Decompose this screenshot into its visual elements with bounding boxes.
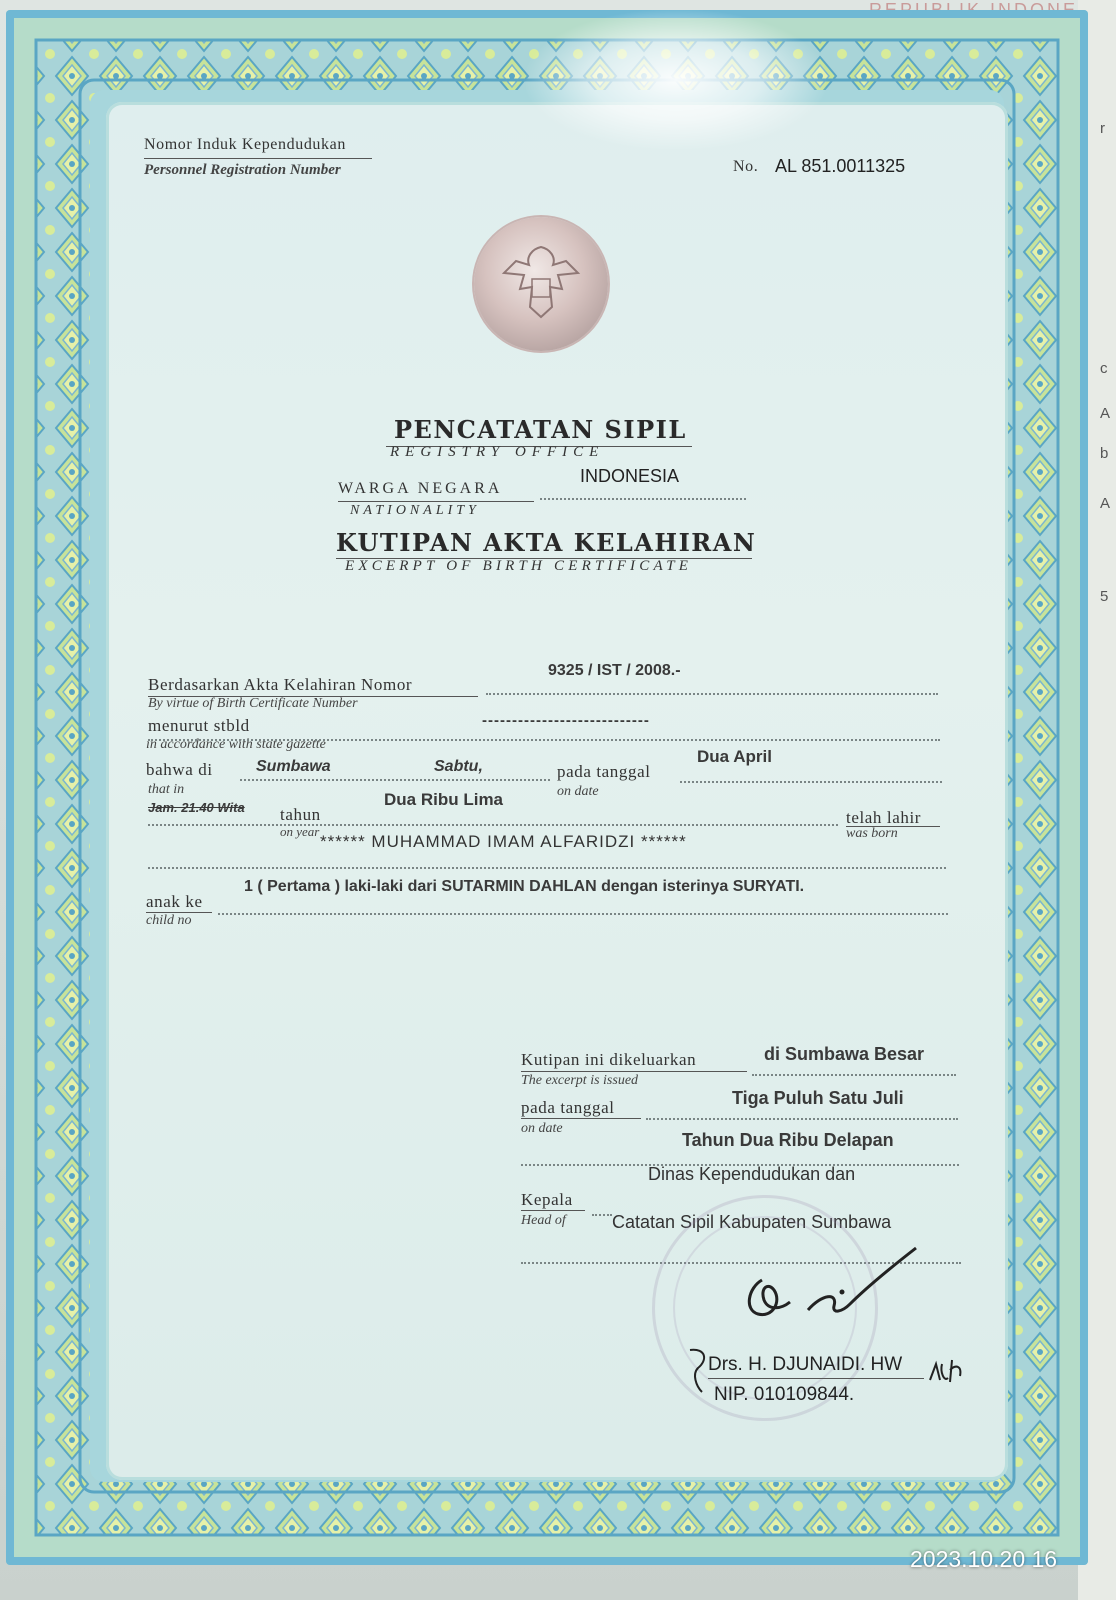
act-number-label-en: By virtue of Birth Certificate Number — [148, 696, 358, 711]
background-paper-letter: r — [1100, 120, 1105, 137]
paraf-mark — [926, 1354, 968, 1388]
stbld-value: ---------------------------- — [482, 712, 650, 729]
background-paper-letter: A — [1100, 405, 1111, 422]
issue-date-dotted-line-1 — [646, 1118, 958, 1120]
act-number-label: Berdasarkan Akta Kelahiran Nomor — [148, 675, 413, 694]
day-value: Sabtu, — [434, 758, 483, 775]
official-nip: NIP. 010109844. — [714, 1384, 855, 1405]
nik-underline — [144, 158, 372, 159]
certificate-title-en: EXCERPT OF BIRTH CERTIFICATE — [345, 558, 693, 574]
place-label: bahwa di — [146, 760, 213, 779]
photo-timestamp: 2023.10.20 16 — [910, 1546, 1058, 1572]
issue-date-value-line1: Tiga Puluh Satu Juli — [732, 1088, 904, 1108]
stbld-dotted-line — [148, 739, 940, 741]
official-name-underline — [708, 1378, 924, 1379]
child-dotted-line — [218, 913, 948, 915]
child-number-label: anak ke — [146, 892, 203, 911]
born-label-en: was born — [846, 826, 898, 841]
head-label: Kepala — [521, 1190, 573, 1209]
stbld-label: menurut stbld — [148, 716, 250, 735]
act-number-value: 9325 / IST / 2008.- — [548, 662, 681, 679]
official-signature — [738, 1240, 928, 1330]
issue-date-label: pada tanggal — [521, 1098, 615, 1117]
nationality-label: WARGA NEGARA — [338, 480, 503, 497]
date-label-en: on date — [557, 784, 599, 799]
issue-date-label-en: on date — [521, 1121, 563, 1136]
background-paper-letter: 5 — [1100, 588, 1109, 605]
issued-place-value: di Sumbawa Besar — [764, 1044, 925, 1064]
date-dotted-line — [680, 781, 942, 783]
background-paper-letter: c — [1100, 360, 1108, 377]
official-name: Drs. H. DJUNAIDI. HW — [708, 1354, 903, 1375]
place-value: Sumbawa — [256, 758, 331, 775]
registry-title-en: REGISTRY OFFICE — [390, 444, 605, 460]
issue-date-underline — [521, 1118, 641, 1119]
year-label: tahun — [280, 805, 321, 824]
place-label-en: that in — [148, 782, 185, 797]
nationality-value: INDONESIA — [580, 466, 680, 486]
certificate-title: KUTIPAN AKTA KELAHIRAN — [336, 528, 757, 557]
child-parents-value: 1 ( Pertama ) laki-laki dari SUTARMIN DAHLAN dengan isterinya SURYATI. — [244, 878, 805, 895]
head-label-en: Head of — [521, 1213, 566, 1228]
nationality-underline — [338, 501, 534, 502]
date-label: pada tanggal — [557, 762, 651, 781]
head-underline — [521, 1210, 585, 1211]
born-label: telah lahir — [846, 808, 922, 827]
issued-label: Kutipan ini dikeluarkan — [521, 1050, 697, 1069]
time-value: Jam. 21.40 Wita — [148, 800, 245, 815]
nik-label-en: Personnel Registration Number — [144, 162, 341, 178]
stbld-label-en: in accordance with state gazette — [146, 737, 326, 752]
act-number-dotted-line — [486, 693, 938, 695]
background-paper-letter: A — [1100, 495, 1111, 512]
issue-date-value-line2: Tahun Dua Ribu Delapan — [682, 1130, 894, 1150]
certificate-number: AL 851.0011325 — [775, 156, 906, 176]
head-office-value-line1: Dinas Kependudukan dan — [648, 1164, 856, 1184]
issued-underline — [521, 1071, 747, 1072]
name-dotted-line — [148, 867, 946, 869]
issued-label-en: The excerpt is issued — [521, 1073, 639, 1088]
date-value: Dua April — [697, 747, 772, 766]
registry-title: PENCATATAN SIPIL — [394, 415, 687, 444]
light-glare — [526, 10, 826, 150]
issued-dotted-line — [752, 1074, 956, 1076]
child-number-label-en: child no — [146, 913, 192, 928]
nik-label: Nomor Induk Kependudukan — [144, 136, 346, 153]
no-label: No. — [733, 158, 759, 175]
garuda-seal-icon — [474, 217, 608, 351]
background-paper-letter: b — [1100, 445, 1109, 462]
year-label-en: on year — [280, 824, 320, 839]
head-dotted-line-1 — [592, 1214, 612, 1216]
place-dotted-line — [240, 779, 550, 781]
nationality-dotted-line — [540, 498, 746, 500]
child-name-value: ****** MUHAMMAD IMAM ALFARIDZI ****** — [320, 832, 687, 851]
year-dotted-line — [148, 824, 838, 826]
year-value: Dua Ribu Lima — [384, 790, 504, 809]
nationality-label-en: NATIONALITY — [350, 503, 480, 518]
head-office-value-line2: Catatan Sipil Kabupaten Sumbawa — [612, 1212, 892, 1232]
